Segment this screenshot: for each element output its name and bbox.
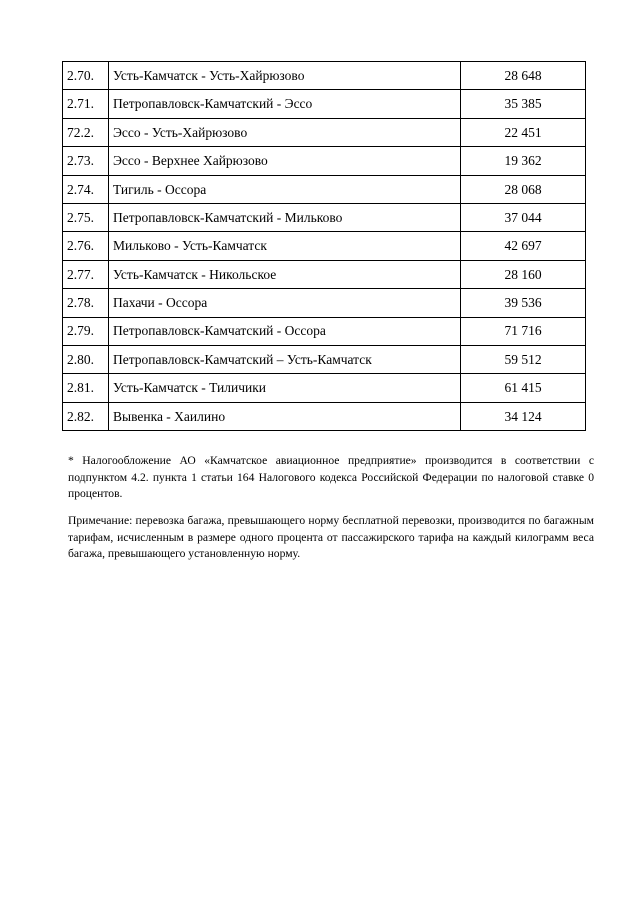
row-number: 2.73.: [63, 147, 109, 175]
row-number: 2.74.: [63, 175, 109, 203]
tariff-value: 39 536: [461, 289, 586, 317]
route-name: Петропавловск-Камчатский - Эссо: [109, 90, 461, 118]
table-row: [63, 175, 586, 203]
route-name: Усть-Камчатск - Никольское: [109, 260, 461, 288]
route-name: Петропавловск-Камчатский - Мильково: [109, 203, 461, 231]
route-name: Эссо - Усть-Хайрюзово: [109, 118, 461, 146]
tariff-value: 42 697: [461, 232, 586, 260]
tariff-table: [62, 61, 586, 431]
table-row: [63, 289, 586, 317]
route-name: Мильково - Усть-Камчатск: [109, 232, 461, 260]
table-row: [63, 345, 586, 373]
row-number: 2.78.: [63, 289, 109, 317]
table-row: [63, 374, 586, 402]
tariff-value: 61 415: [461, 374, 586, 402]
tariff-value: 28 160: [461, 260, 586, 288]
route-name: Эссо - Верхнее Хайрюзово: [109, 147, 461, 175]
tariff-table-body: [63, 62, 586, 431]
baggage-note: Примечание: перевозка багажа, превышающего норму бесплатной перевозки, производится по багажным тарифам, исчисленным в размере одного процента от пассажирского тарифа на каждый килограмм веса багажа, превышающего установленную норму.: [68, 514, 594, 560]
row-number: 2.70.: [63, 62, 109, 90]
route-name: Усть-Камчатск - Усть-Хайрюзово: [109, 62, 461, 90]
tariff-value: 19 362: [461, 147, 586, 175]
table-row: [63, 260, 586, 288]
row-number: 2.80.: [63, 345, 109, 373]
row-number: 2.71.: [63, 90, 109, 118]
tariff-value: 22 451: [461, 118, 586, 146]
route-name: Петропавловск-Камчатский - Оссора: [109, 317, 461, 345]
table-row: [63, 62, 586, 90]
table-row: [63, 402, 586, 430]
route-name: Усть-Камчатск - Тиличики: [109, 374, 461, 402]
tax-footnote: * Налогообложение АО «Камчатское авиационное предприятие» производится в соответствии с подпунктом 4.2. пункта 1 статьи 164 Налогового кодекса Российской Федерации по налоговой ставке 0 процентов.: [68, 454, 594, 500]
tariff-value: 28 648: [461, 62, 586, 90]
table-row: [63, 90, 586, 118]
row-number: 2.76.: [63, 232, 109, 260]
row-number: 2.82.: [63, 402, 109, 430]
table-row: [63, 232, 586, 260]
tariff-value: 37 044: [461, 203, 586, 231]
row-number: 2.75.: [63, 203, 109, 231]
route-name: Пахачи - Оссора: [109, 289, 461, 317]
tariff-value: 28 068: [461, 175, 586, 203]
table-row: [63, 317, 586, 345]
route-name: Тигиль - Оссора: [109, 175, 461, 203]
tariff-value: 34 124: [461, 402, 586, 430]
route-name: Петропавловск-Камчатский – Усть-Камчатск: [109, 345, 461, 373]
table-row: [63, 118, 586, 146]
row-number: 72.2.: [63, 118, 109, 146]
tariff-value: 59 512: [461, 345, 586, 373]
tariff-value: 71 716: [461, 317, 586, 345]
row-number: 2.79.: [63, 317, 109, 345]
route-name: Вывенка - Хаилино: [109, 402, 461, 430]
table-row: [63, 203, 586, 231]
table-row: [63, 147, 586, 175]
tariff-value: 35 385: [461, 90, 586, 118]
row-number: 2.77.: [63, 260, 109, 288]
row-number: 2.81.: [63, 374, 109, 402]
